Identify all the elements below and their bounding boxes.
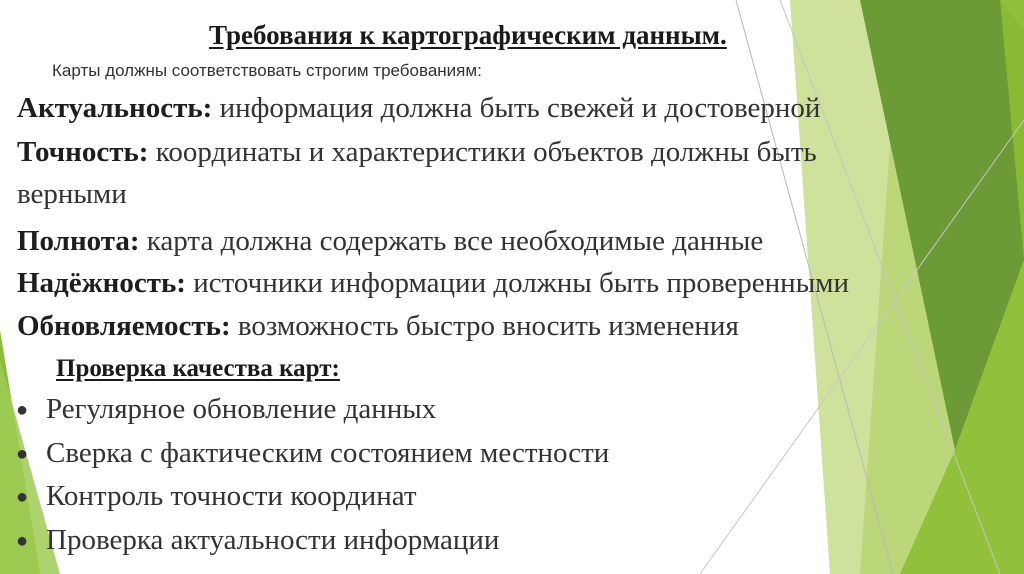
requirement-text: верными (17, 178, 127, 210)
requirement-text: карта должна содержать все необходимые данные (139, 225, 764, 257)
list-item-text: Регулярное обновление данных (46, 393, 437, 425)
requirement-text: координаты и характеристики объектов должны быть (148, 136, 817, 168)
bullet-icon: ● (16, 486, 29, 508)
requirement-reliability (17, 267, 849, 300)
slide-title: Требования к картографическим данным. (209, 20, 727, 50)
requirement-term: Надёжность: (17, 267, 186, 299)
requirement-relevance (17, 92, 820, 125)
requirement-text: источники информации должны быть проверенными (185, 267, 850, 299)
requirement-accuracy-continuation (17, 178, 127, 211)
list-item-text: Сверка с фактическим состоянием местности (46, 437, 610, 469)
list-item-text: Проверка актуальности информации (46, 524, 500, 556)
intro-text: Карты должны соответствовать строгим требованиям: (52, 61, 482, 80)
bullet-icon: ● (16, 443, 29, 465)
list-item-text: Контроль точности координат (46, 480, 417, 512)
requirement-term: Полнота: (17, 225, 140, 257)
requirement-term: Обновляемость: (17, 310, 231, 342)
list-item (16, 524, 499, 557)
requirement-updatability (17, 310, 739, 343)
list-item (16, 437, 609, 470)
requirement-completeness (17, 225, 763, 258)
requirement-accuracy (17, 136, 817, 169)
bullet-icon: ● (16, 530, 29, 552)
bullet-icon: ● (16, 399, 29, 421)
requirement-term: Точность: (17, 136, 149, 168)
quality-check-heading: Проверка качества карт: (56, 355, 340, 382)
requirement-text: информация должна быть свежей и достоверной (212, 92, 821, 124)
list-item (16, 393, 436, 426)
requirement-text: возможность быстро вносить изменения (230, 310, 739, 342)
list-item (16, 480, 417, 513)
requirement-term: Актуальность: (17, 92, 213, 124)
